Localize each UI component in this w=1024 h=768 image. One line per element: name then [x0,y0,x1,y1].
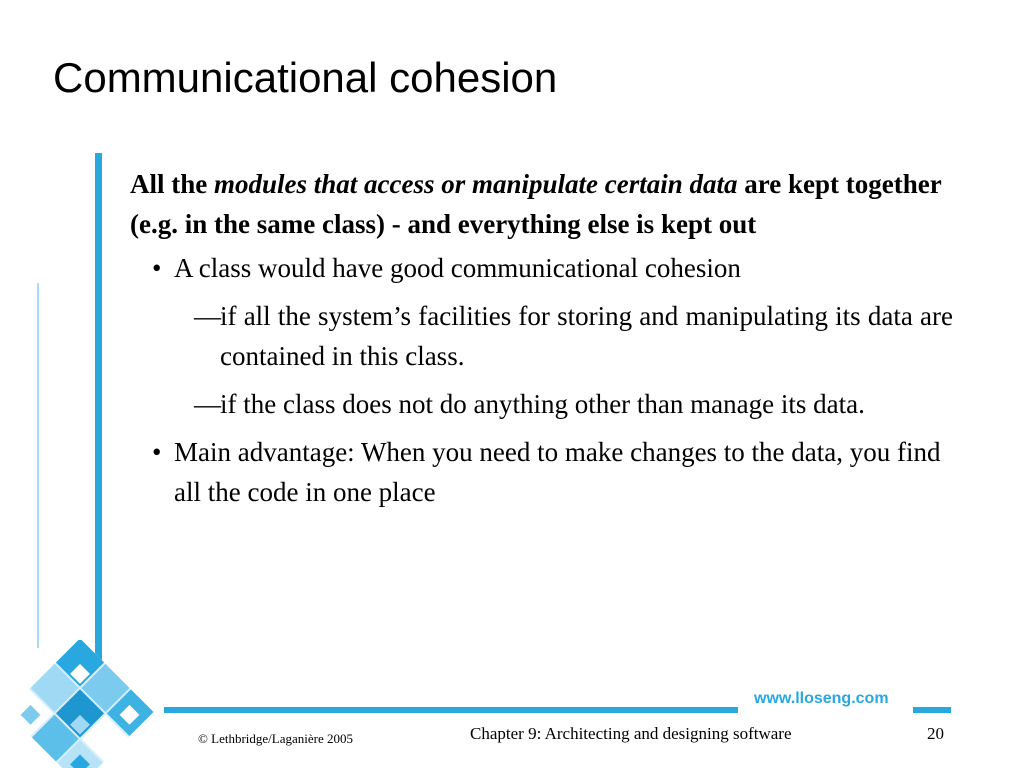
bullet-text: Main advantage: When you need to make changes to the data, you find all the code in one place [174,437,941,507]
bullet-text: A class would have good communicational cohesion [174,253,741,283]
sub-bullet-item [130,384,953,424]
intro-bold-end: are kept together (e.g. in the same class) - and everything else is kept out [130,169,942,239]
sub-bullet-item [130,296,953,376]
bullet-item [130,432,953,512]
bullet-icon: • [152,253,162,283]
horizontal-accent-bar-end [913,707,951,713]
dash-icon: — [194,389,221,419]
footer-copyright: © Lethbridge/Laganière 2005 [198,731,353,746]
vertical-accent-bar [95,153,102,718]
footer-page-number: 20 [927,724,944,743]
intro-italic-phrase: modules that access or manipulate certain data [214,169,738,199]
intro-statement [130,164,953,244]
slide-title: Communicational cohesion [53,54,558,101]
bullet-item [130,248,953,288]
mosaic-logo-icon [10,640,175,768]
website-url: www.lloseng.com [754,690,889,707]
intro-bold-start: All the [130,169,214,199]
slide-body [130,164,953,520]
sub-bullet-text: if the class does not do anything other than manage its data. [220,389,865,419]
sub-bullet-text: if all the system’s facilities for storing and manipulating its data are contained in this class. [220,301,953,371]
horizontal-accent-bar [164,707,738,713]
bullet-icon: • [152,437,162,467]
thin-vertical-accent-line [37,283,39,648]
footer-chapter-title: Chapter 9: Architecting and designing software [470,724,792,743]
dash-icon: — [194,301,221,331]
